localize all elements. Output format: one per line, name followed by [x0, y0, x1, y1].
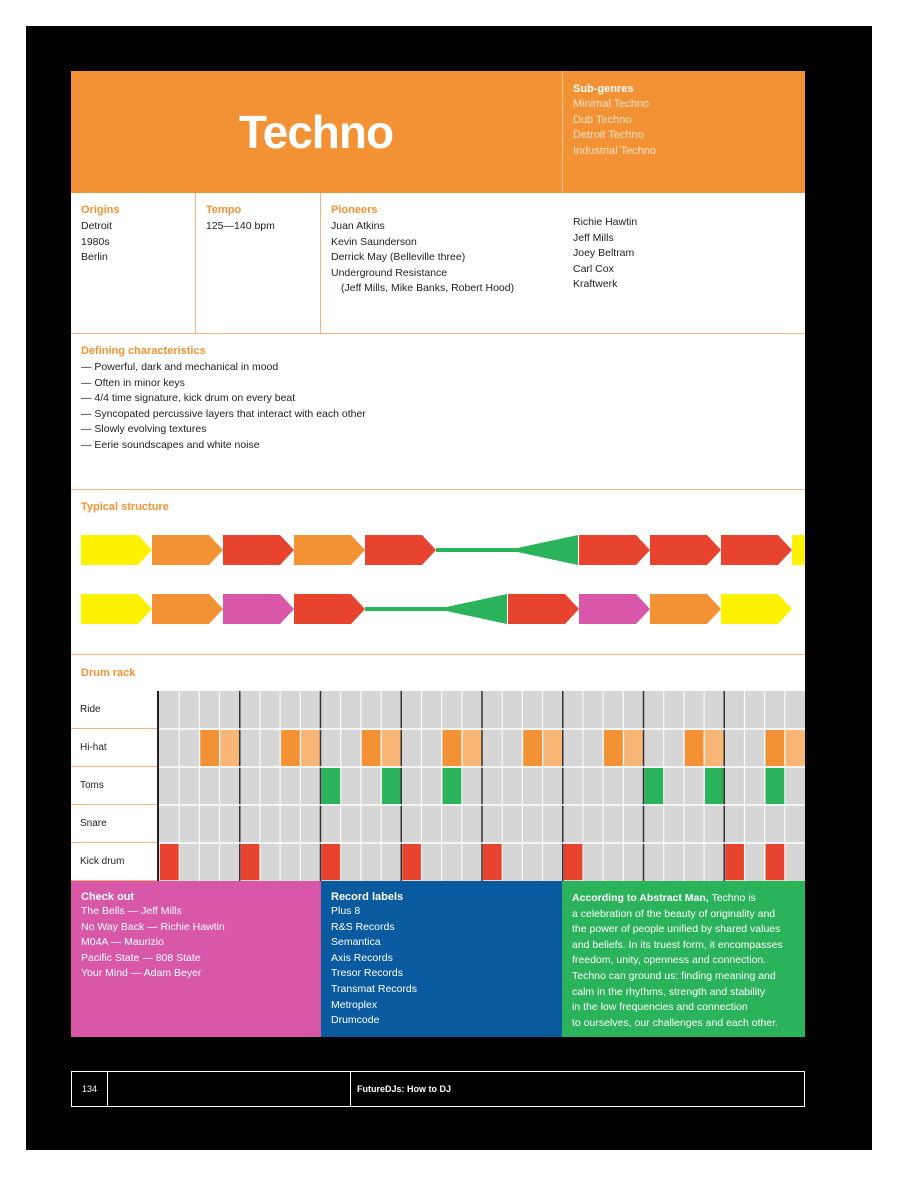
- section-arrow-orange: [650, 594, 721, 624]
- drum-step-active[interactable]: [766, 730, 785, 766]
- pioneer-item: Kevin Saunderson: [331, 235, 417, 248]
- drum-row-label: Snare: [71, 805, 157, 843]
- characteristic-item: — Often in minor keys: [81, 376, 185, 389]
- drum-step-active[interactable]: [301, 730, 320, 766]
- drum-row-label: Hi-hat: [71, 729, 157, 767]
- pioneer-item: Jeff Mills: [573, 231, 614, 244]
- drum-row-label: Toms: [71, 767, 157, 805]
- structure-section: [71, 490, 805, 655]
- tempo-heading: Tempo: [206, 204, 242, 216]
- pioneer-item: Joey Beltram: [573, 247, 635, 259]
- record-label-item: Axis Records: [331, 951, 393, 964]
- characteristic-item: — Powerful, dark and mechanical in mood: [81, 361, 279, 373]
- characteristics-section: [71, 334, 805, 490]
- drum-rack: [71, 691, 805, 881]
- check-out-item: The Bells — Jeff Mills: [81, 905, 182, 917]
- origins-item: Detroit: [81, 220, 112, 232]
- drum-step-active[interactable]: [241, 844, 260, 880]
- record-label-item: Metroplex: [331, 998, 378, 1011]
- record-label-item: Tresor Records: [331, 967, 403, 980]
- drum-step-active[interactable]: [463, 730, 482, 766]
- section-arrow-red: [294, 594, 365, 624]
- pioneer-item: Kraftwerk: [573, 278, 618, 290]
- check-out-item: No Way Back — Richie Hawtin: [81, 920, 225, 933]
- drum-step-active[interactable]: [382, 768, 401, 804]
- drum-step-active[interactable]: [786, 730, 805, 766]
- origins-item: Berlin: [81, 251, 108, 263]
- info-row: [71, 193, 805, 334]
- pioneer-item: Juan Atkins: [331, 220, 385, 232]
- section-arrow-yellow: [81, 594, 152, 624]
- drum-step-active[interactable]: [766, 844, 785, 880]
- drum-row-label: Kick drum: [71, 843, 157, 881]
- drum-grid: [159, 691, 805, 881]
- quote-line: in the low frequencies and connection: [572, 1001, 748, 1014]
- publication-title: FutureDJs: How to DJ: [350, 1072, 805, 1106]
- drum-step-active[interactable]: [645, 768, 664, 804]
- drum-step-active[interactable]: [160, 844, 179, 880]
- pioneers-heading: Pioneers: [331, 204, 378, 216]
- section-arrow-red: [365, 535, 436, 565]
- characteristic-item: — Eerie soundscapes and white noise: [81, 438, 260, 451]
- build-up-wedge: [508, 535, 578, 565]
- subgenre-item: Minimal Techno: [573, 98, 650, 110]
- subgenres-heading: Sub-genres: [573, 83, 634, 95]
- drum-step-active[interactable]: [483, 844, 502, 880]
- section-arrow-red: [650, 535, 721, 565]
- drum-step-active[interactable]: [544, 730, 563, 766]
- characteristic-item: — 4/4 time signature, kick drum on every beat: [81, 392, 296, 404]
- quote-line: and beliefs. In its truest form, it encompasses: [572, 938, 783, 951]
- quote-line: Techno is: [711, 892, 756, 904]
- pioneers-column-2: [563, 193, 805, 334]
- check-out-item: Pacific State — 808 State: [81, 951, 201, 964]
- subgenres-panel: [562, 71, 805, 193]
- drum-step-active[interactable]: [523, 730, 542, 766]
- drum-step-active[interactable]: [604, 730, 623, 766]
- drum-step-active[interactable]: [221, 730, 240, 766]
- section-arrow-pink: [223, 594, 294, 624]
- drum-step-active[interactable]: [624, 730, 643, 766]
- check-out-item: M04A — Maurizio: [81, 936, 164, 949]
- quote-line: a celebration of the beauty of originality and: [572, 907, 776, 920]
- structure-diagram: [71, 490, 805, 655]
- pioneer-item: Richie Hawtin: [573, 216, 638, 228]
- origins-column: [71, 193, 196, 334]
- subgenre-item: Dub Techno: [573, 113, 632, 126]
- drum-step-active[interactable]: [362, 730, 381, 766]
- quote-line: freedom, unity, openness and connection.: [572, 954, 767, 967]
- drum-step-active[interactable]: [725, 844, 744, 880]
- drum-step-active[interactable]: [766, 768, 785, 804]
- section-arrow-yellow: [721, 594, 792, 624]
- drum-step-active[interactable]: [322, 768, 341, 804]
- section-arrow-red: [721, 535, 792, 565]
- drum-step-active[interactable]: [402, 844, 421, 880]
- subgenre-item: Detroit Techno: [573, 129, 644, 141]
- page-number: 134: [72, 1072, 108, 1106]
- characteristics-heading: Defining characteristics: [81, 345, 206, 357]
- pioneer-item: (Jeff Mills, Mike Banks, Robert Hood): [341, 282, 515, 294]
- drum-rack-labels: [71, 691, 159, 881]
- page-title: Techno: [238, 106, 394, 158]
- page: [71, 71, 805, 1037]
- tempo-value: 125—140 bpm: [206, 220, 275, 232]
- section-arrow-yellow: [81, 535, 152, 565]
- drum-step-active[interactable]: [443, 730, 462, 766]
- drum-step-active[interactable]: [564, 844, 583, 880]
- check-out-item: Your Mind — Adam Beyer: [81, 967, 202, 980]
- tempo-column: [196, 193, 321, 334]
- record-label-item: Semantica: [331, 936, 381, 949]
- drum-step-active[interactable]: [382, 730, 401, 766]
- drum-step-active[interactable]: [685, 730, 704, 766]
- pioneer-item: Carl Cox: [573, 262, 614, 275]
- quote-first-line: [572, 891, 799, 907]
- drum-step-active[interactable]: [705, 768, 724, 804]
- quote-box: [562, 881, 805, 1037]
- drum-rack-heading: Drum rack: [81, 667, 136, 679]
- section-arrow-orange: [152, 535, 223, 565]
- record-label-item: R&S Records: [331, 920, 395, 933]
- drum-step-active[interactable]: [281, 730, 300, 766]
- quote-line: calm in the rhythms, strength and stability: [572, 985, 766, 998]
- section-arrow-yellow: [792, 535, 805, 565]
- characteristic-item: — Slowly evolving textures: [81, 423, 207, 435]
- record-label-item: Drumcode: [331, 1014, 380, 1027]
- section-arrow-red: [223, 535, 294, 565]
- section-arrow-red: [508, 594, 579, 624]
- quote-line: Techno can ground us: finding meaning and: [572, 969, 776, 982]
- header-band: [71, 71, 805, 193]
- record-labels-box: [321, 881, 562, 1037]
- build-up-wedge: [437, 594, 507, 624]
- check-out-heading: Check out: [81, 891, 135, 903]
- quote-line: to ourselves, our challenges and each other.: [572, 1016, 779, 1029]
- page-footer: [71, 1071, 805, 1107]
- origins-heading: Origins: [81, 204, 120, 216]
- check-out-box: [71, 881, 321, 1037]
- pioneer-item: Derrick May (Belleville three): [331, 251, 466, 263]
- origins-item: 1980s: [81, 235, 110, 248]
- quote-line: the power of people unified by shared values: [572, 923, 781, 936]
- section-arrow-orange: [152, 594, 223, 624]
- structure-heading: Typical structure: [81, 501, 169, 513]
- drum-step-active[interactable]: [322, 844, 341, 880]
- record-label-item: Plus 8: [331, 905, 361, 917]
- quote-heading: According to Abstract Man,: [572, 892, 709, 904]
- section-arrow-red: [579, 535, 650, 565]
- subgenre-item: Industrial Techno: [573, 144, 656, 157]
- record-label-item: Transmat Records: [331, 982, 417, 995]
- pioneer-item: Underground Resistance: [331, 266, 448, 279]
- drum-step-active[interactable]: [705, 730, 724, 766]
- section-arrow-pink: [579, 594, 650, 624]
- drum-step-active[interactable]: [200, 730, 219, 766]
- pioneers-column: [321, 193, 561, 334]
- section-arrow-orange: [294, 535, 365, 565]
- characteristic-item: — Syncopated percussive layers that interact with each other: [81, 407, 366, 420]
- record-labels-heading: Record labels: [331, 891, 404, 903]
- drum-step-active[interactable]: [443, 768, 462, 804]
- drum-row-label: Ride: [71, 691, 157, 729]
